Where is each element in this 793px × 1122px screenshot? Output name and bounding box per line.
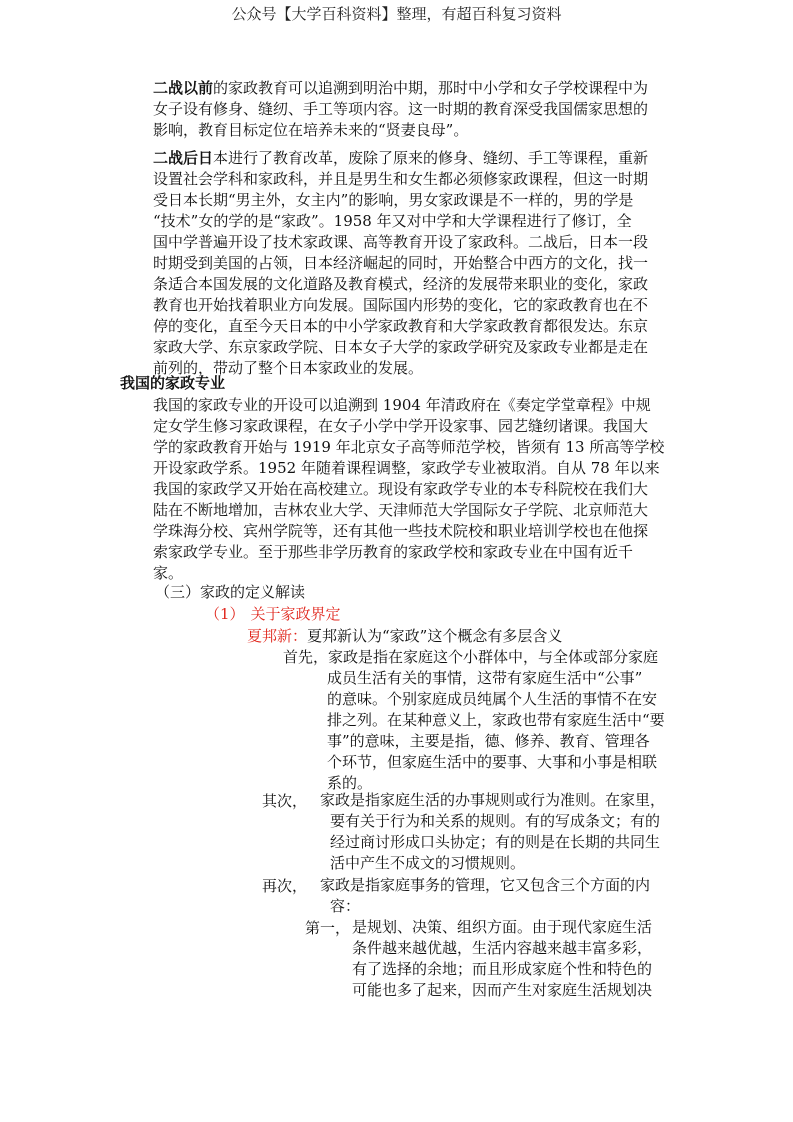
text-line: 本进行了教育改革，废除了原来的修身、缝纫、手工等课程，重新 (213, 149, 649, 167)
text-line: 的家政教育可以追溯到明治中期，那时中小学和女子学校课程中为 (213, 79, 649, 97)
text-line: 有了选择的余地；而且形成家庭个性和特色的 (352, 960, 653, 978)
text-line: 停的变化，直至今天日本的中小学家政教育和大学家政教育都很发达。东京 (153, 317, 649, 335)
text-line: 索家政学专业。至于那些非学历教育的家政学校和家政专业在中国有近千 (153, 543, 634, 561)
text-line: 成员生活有关的事情，这带有家庭生活中“公事” (327, 669, 643, 687)
paragraph-point-1 (352, 917, 673, 1001)
item-title: 关于家政界定 (250, 605, 341, 623)
text-line: 容： (330, 897, 361, 915)
text-line: 家。 (153, 564, 184, 582)
text-line: 女子设有修身、缝纫、手工等项内容。这一时期的教育深受我国儒家思想的 (153, 100, 649, 118)
page-header: 公众号【大学百科资料】整理，有超百科复习资料 (231, 5, 562, 23)
text-line: 首先，家政是指在家庭这个小群体中，与全体或部分家庭 (283, 648, 659, 666)
term-postwar: 二战后日 (153, 149, 214, 167)
text-line: 经过商讨形成口头协定；有的则是在长期的共同生 (330, 833, 661, 851)
item-number: （1） (205, 605, 245, 623)
xia-bangxin-line (247, 625, 562, 647)
text-line: 开设家政学系。1952 年随着课程调整，家政学专业被取消。自从 78 年以来 (153, 459, 660, 477)
text-line: 家政大学、东京家政学院、日本女子大学的家政学研究及家政专业都是走在 (153, 338, 649, 356)
text-line: 家政是指家庭事务的管理，它又包含三个方面的内 (320, 876, 651, 894)
text-line: 排之列。在某种意义上，家政也带有家庭生活中“要 (327, 711, 665, 729)
text-line: 国中学普遍开设了技术家政课、高等教育开设了家政科。二战后，日本一段 (153, 233, 649, 251)
text-line: 系的。 (327, 774, 373, 792)
term-prewar: 二战以前 (153, 79, 214, 97)
text-line: 是规划、决策、组织方面。由于现代家庭生活 (352, 918, 653, 936)
text-line: 要有关于行为和关系的规则。有的写成条文；有的 (330, 812, 661, 830)
text-line: 时期受到美国的占领，日本经济崛起的同时，开始整合中西方的文化，找一 (153, 254, 649, 272)
text-line: 活中产生不成文的习惯规则。 (330, 854, 526, 872)
text-line: 受日本长期“男主外，女主内”的影响，男女家政课是不一样的，男的学是 (153, 191, 634, 209)
label-point-1: 第一， (305, 919, 351, 937)
text-line: 我国的家政专业的开设可以追溯到 1904 年清政府在《奏定学堂章程》中规 (153, 396, 651, 414)
text-line: 可能也多了起来，因而产生对家庭生活规划决 (352, 981, 653, 999)
text-line: 学珠海分校、宾州学院等，还有其他一些技术院校和职业培训学校也在他探 (153, 522, 649, 540)
text-line: 设置社会学科和家政科，并且是男生和女生都必须修家政课程，但这一时期 (153, 170, 649, 188)
text-line: 教育也开始找着职业方向发展。国际国内形势的变化，它的家政教育也在不 (153, 296, 649, 314)
label-second: 其次， (262, 792, 308, 810)
paragraph-first (283, 647, 673, 668)
text-line: 事”的意味，主要是指，德、修养、教育、管理各 (327, 732, 650, 750)
text-line: 个环节，但家庭生活中的要事、大事和小事是相联 (327, 753, 658, 771)
paragraph-third (320, 875, 673, 917)
text-line: 影响，教育目标定位在培养未来的“贤妻良母”。 (153, 121, 469, 139)
text-line: 我国的家政学又开始在高校建立。现设有家政学专业的本专科院校在我们大 (153, 480, 649, 498)
text-line: 陆在不断地增加，吉林农业大学、天津师范大学国际女子学院、北京师范大 (153, 501, 649, 519)
section-heading-china: 我国的家政专业 (120, 374, 226, 392)
paragraph-prewar (153, 78, 673, 141)
author-statement: 夏邦新认为“家政”这个概念有多层含义 (307, 627, 563, 645)
text-line: “技术”女的学的是“家政”。1958 年又对中学和大学课程进行了修订，全 (153, 212, 632, 230)
text-line: 定女学生修习家政课程，在女子小学中学开设家事、园艺缝纫诸课。我国大 (153, 417, 649, 435)
paragraph-postwar (153, 148, 673, 379)
item-heading-1 (205, 603, 341, 625)
section-heading-definition: （三）家政的定义解读 (155, 583, 306, 601)
author-name: 夏邦新： (247, 627, 308, 645)
label-third: 再次， (262, 877, 308, 895)
text-line: 条件越来越优越，生活内容越来越丰富多彩， (352, 939, 653, 957)
text-line: 的意味。个别家庭成员纯属个人生活的事情不在安 (327, 690, 658, 708)
text-line: 家政是指家庭生活的办事规则或行为准则。在家里， (320, 791, 666, 809)
text-line: 前列的，带动了整个日本家政业的发展。 (153, 359, 424, 377)
text-line: 学的家政教育开始与 1919 年北京女子高等师范学校，皆须有 13 所高等学校 (153, 438, 665, 456)
paragraph-first-cont (327, 668, 673, 794)
paragraph-china (153, 395, 673, 584)
paragraph-second (320, 790, 673, 874)
text-line: 条适合本国发展的文化道路及教育模式，经济的发展带来职业的变化，家政 (153, 275, 649, 293)
